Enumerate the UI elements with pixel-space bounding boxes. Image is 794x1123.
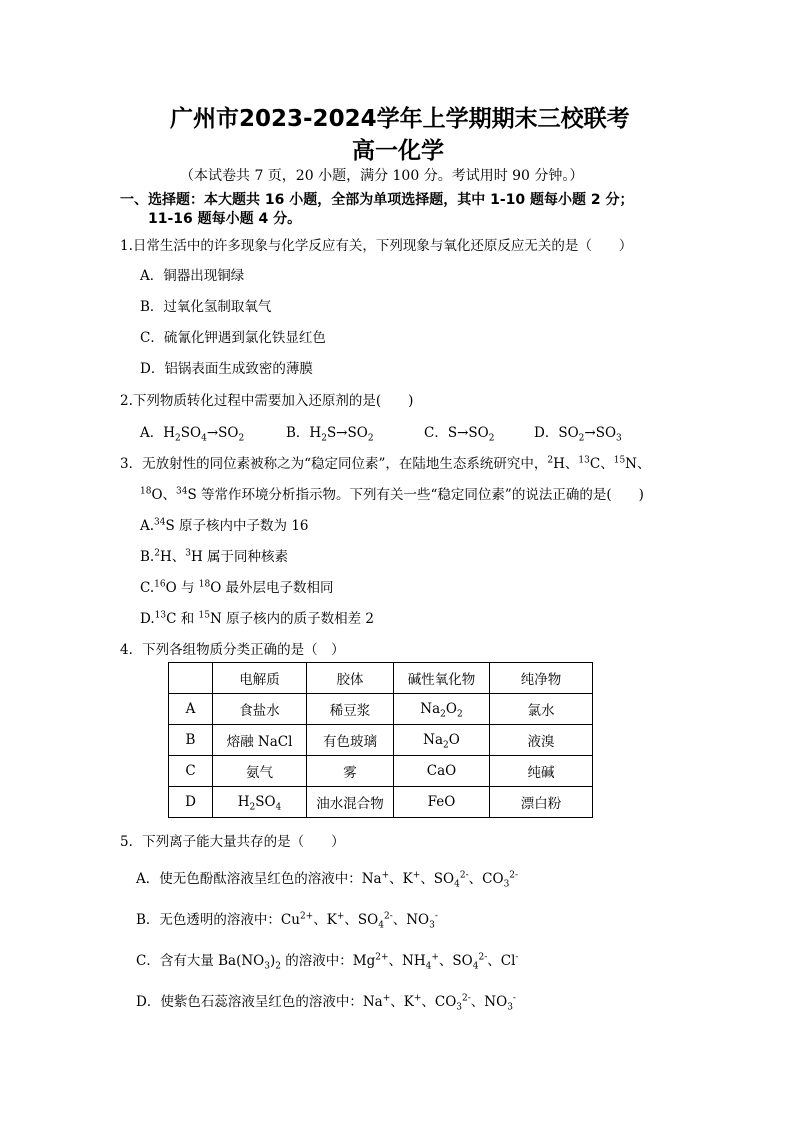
subject-title: 高一化学 [352, 138, 444, 164]
q3-option-b: B.$^2$H、$^3$H 属于同种核素 [140, 548, 289, 565]
table-header-cell [169, 663, 213, 694]
question-3-stem-line2: $^{18}$O、$^{34}$S 等常作环境分析指示物。下列有关一些“稳定同位素”的说法正确的是( ) [140, 486, 644, 503]
q1-option-a: A．铜器出现铜绿 [140, 268, 245, 284]
table-cell: FeO [394, 787, 490, 818]
question-5-stem: 5．下列离子能大量共存的是（ ） [120, 834, 345, 850]
table-cell: 有色玻璃 [307, 725, 394, 756]
table-header-cell: 电解质 [213, 663, 307, 694]
table-header-row [169, 663, 593, 694]
q3-option-c: C.$^{16}$O 与 $^{18}$O 最外层电子数相同 [140, 579, 334, 596]
q1-option-d: D．铝锅表面生成致密的薄膜 [140, 361, 313, 377]
exam-note: （本试卷共 7 页，20 小题，满分 100 分。考试用时 90 分钟。） [180, 168, 584, 184]
q5-option-b: B．无色透明的溶液中：$Cu^{2+}$、K+、$SO_4^{2-}$、$NO_3^-$ [136, 911, 438, 931]
table-cell: 液溴 [490, 725, 593, 756]
table-header-cell: 胶体 [307, 663, 394, 694]
q3-option-d: D.$^{13}$C 和 $^{15}$N 原子核内的质子数相差 2 [140, 610, 374, 627]
table-row [169, 725, 593, 756]
table-header-cell: 碱性氧化物 [394, 663, 490, 694]
table-header-cell: 纯净物 [490, 663, 593, 694]
q1-option-c: C．硫氰化钾遇到氯化铁显红色 [140, 330, 326, 346]
q2-option-a: A．$H_2SO_4\to SO_2$ [140, 425, 245, 444]
table-row [169, 787, 593, 818]
table-cell: $Na_2O$ [394, 725, 490, 756]
table-cell: A [169, 694, 213, 725]
table-cell: 食盐水 [213, 694, 307, 725]
q3-option-a: A.$^{34}$S 原子核内中子数为 16 [140, 517, 309, 534]
question-1-stem: 1.日常生活中的许多现象与化学反应有关，下列现象与氧化还原反应无关的是（ ） [120, 238, 633, 254]
question-4-stem: 4．下列各组物质分类正确的是（ ） [120, 642, 345, 658]
table-cell: 油水混合物 [307, 787, 394, 818]
table-cell: 漂白粉 [490, 787, 593, 818]
table-cell: C [169, 756, 213, 787]
q5-option-a: A．使无色酚酞溶液呈红色的溶液中：Na+、K+、$SO_4^{2-}$、$CO_3^{2-}$ [136, 870, 519, 890]
table-cell: D [169, 787, 213, 818]
exam-title: 广州市2023-2024学年上学期期末三校联考 [170, 106, 630, 132]
q5-option-d: D．使紫色石蕊溶液呈红色的溶液中：Na+、K+、$CO_3^{2-}$、$NO_3^-$ [136, 993, 516, 1013]
section-heading: 一、选择题：本大题共 16 小题，全部为单项选择题，其中 1-10 题每小题 2 分； [120, 192, 634, 208]
table-cell: $H_2SO_4$ [213, 787, 307, 818]
table-cell: 稀豆浆 [307, 694, 394, 725]
table-cell: 雾 [307, 756, 394, 787]
question-3-stem-line1: 3．无放射性的同位素被称之为“稳定同位素”，在陆地生态系统研究中，$^2$H、$^{13}$C、$^{15}$N、 [120, 455, 651, 472]
q2-option-c: C．$S\to SO_2$ [424, 425, 495, 444]
table-cell: 纯碱 [490, 756, 593, 787]
table-cell: $Na_2O_2$ [394, 694, 490, 725]
table-cell: 氯水 [490, 694, 593, 725]
classification-table [168, 662, 593, 818]
q1-option-b: B．过氧化氢制取氧气 [140, 299, 272, 315]
table-cell: B [169, 725, 213, 756]
q2-option-b: B．$H_2S\to SO_2$ [286, 425, 374, 444]
table-cell: 熔融 NaCl [213, 725, 307, 756]
section-heading-cont: 11-16 题每小题 4 分。 [148, 211, 302, 227]
question-2-stem: 2.下列物质转化过程中需要加入还原剂的是( ) [120, 393, 414, 409]
table-row [169, 756, 593, 787]
table-cell: CaO [394, 756, 490, 787]
table-cell: 氨气 [213, 756, 307, 787]
q5-option-c: C．含有大量 $Ba(NO_3)_2$ 的溶液中：$Mg^{2+}$、$NH_4^+$、$SO_4^{2-}$、Cl- [136, 952, 519, 972]
table-row [169, 694, 593, 725]
q2-option-d: D．$SO_2\to SO_3$ [534, 425, 622, 444]
